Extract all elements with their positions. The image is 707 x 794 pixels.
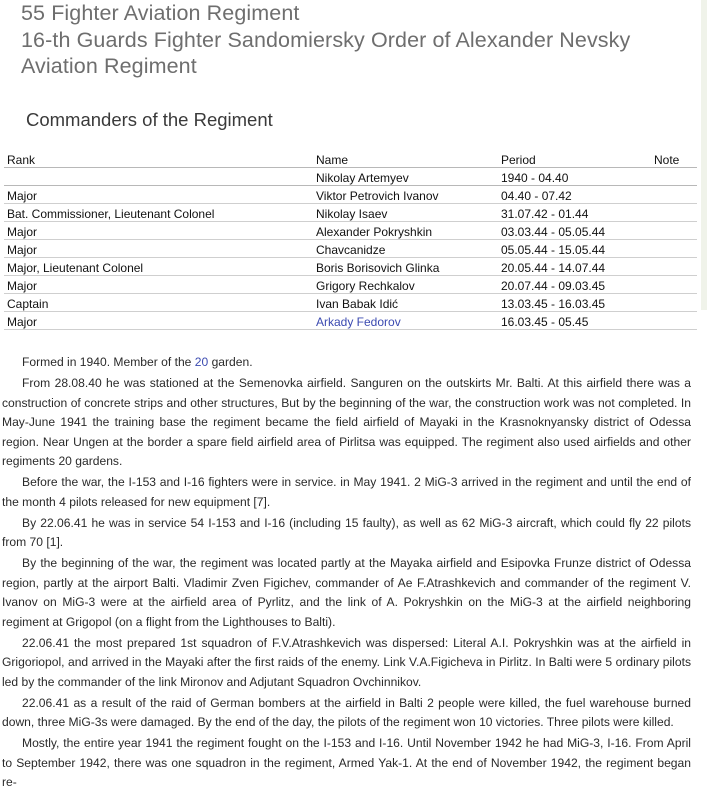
cell-rank: Captain <box>7 297 49 311</box>
regiment-history-text <box>2 353 691 794</box>
cell-period: 20.07.44 - 09.03.45 <box>501 279 606 293</box>
table-row <box>4 276 697 294</box>
table-row <box>4 204 697 222</box>
paragraph: By 22.06.41 he was in service 54 I-153 and I-16 (including 15 faulty), as well as 62 MiG-3 aircraft, which could fly 22 pilots from 70 [1]. <box>2 515 691 549</box>
title-line-2: 16-th Guards Fighter Sandomiersky Order of Alexander Nevsky <box>21 27 631 52</box>
cell-rank: Major <box>7 279 38 293</box>
cell-name: Nikolay Isaev <box>316 207 388 221</box>
table-row <box>4 258 697 276</box>
paragraph: By the beginning of the war, the regiment was located partly at the Mayaka airfield and Esipovka Frunze district of Odessa region, partly at the airport Balti. Vladimir Zven Figichev, commander of Ae F.Atrashkevich and commander of the regiment V. Ivanov on MiG-3 were at the airfield area of Pyrlitz, and the link of A. Pokryshkin on the MiG-3 at the airfield neighboring regiment at Grigopol (on a flight from the Lighthouses to Balti). <box>2 556 691 629</box>
table-row <box>4 240 697 258</box>
cell-rank: Bat. Commissioner, Lieutenant Colonel <box>7 207 215 221</box>
cell-note <box>651 276 697 294</box>
title-line-1: 55 Fighter Aviation Regiment <box>21 1 300 25</box>
cell-rank <box>4 168 313 186</box>
table-row <box>4 168 697 186</box>
paragraph: 22.06.41 the most prepared 1st squadron of F.V.Atrashkevich was dispersed: Literal A.I. Pokryshkin was at the airfield in Grigoriopol, and arrived in the Mayaki after the first raids of the enemy. Link V.A.Figicheva in Pirlitz. In Balti were 5 ordinary pilots led by the commander of the link Mironov and Adjutant Squadron Ovchinnikov. <box>2 635 691 689</box>
table-row <box>4 294 697 312</box>
cell-name: Nikolay Artemyev <box>316 171 409 185</box>
cell-rank: Major, Lieutenant Colonel <box>7 261 144 275</box>
commander-link-arkady-fedorov[interactable]: Arkady Fedorov <box>316 315 401 329</box>
paragraph-text: Formed in 1940. Member of the <box>22 355 195 369</box>
cell-rank: Major <box>7 243 38 257</box>
table-row <box>4 222 697 240</box>
cell-name: Boris Borisovich Glinka <box>316 261 440 275</box>
paragraph-text: garden. <box>208 355 253 369</box>
cell-note <box>651 222 697 240</box>
cell-period: 31.07.42 - 01.44 <box>501 207 589 221</box>
cell-note <box>651 258 697 276</box>
paragraph: 22.06.41 as a result of the raid of German bombers at the airfield in Balti 2 people were killed, the fuel warehouse burned down, three MiG-3s were damaged. By the end of the day, the pilots of the regiment won 10 victories. Three pilots were killed. <box>2 695 691 729</box>
table-row <box>4 186 697 204</box>
page-title <box>21 0 630 80</box>
cell-period: 13.03.45 - 16.03.45 <box>501 297 606 311</box>
cell-name: Grigory Rechkalov <box>316 279 415 293</box>
cell-rank: Major <box>7 225 38 239</box>
cell-name: Ivan Babak Idić <box>316 297 399 311</box>
table-row <box>4 312 697 330</box>
cell-period: 04.40 - 07.42 <box>501 189 572 203</box>
table-header-row <box>4 151 697 168</box>
cell-rank: Major <box>7 189 38 203</box>
cell-name: Alexander Pokryshkin <box>316 225 433 239</box>
cell-period: 05.05.44 - 15.05.44 <box>501 243 606 257</box>
cell-name: Viktor Petrovich Ivanov <box>316 189 439 203</box>
paragraph: Before the war, the I-153 and I-16 fighters were in service. in May 1941. 2 MiG-3 arrived in the regiment and until the end of the month 4 pilots released for new equipment [7]. <box>2 475 691 509</box>
commanders-table <box>4 151 697 330</box>
cell-note <box>651 186 697 204</box>
cell-period: 03.03.44 - 05.05.44 <box>501 225 606 239</box>
cell-period: 1940 - 04.40 <box>501 171 569 185</box>
cell-rank: Major <box>7 315 38 329</box>
header-name: Name <box>316 153 349 167</box>
cell-period: 20.05.44 - 14.07.44 <box>501 261 606 275</box>
section-title: Commanders of the Regiment <box>26 109 273 130</box>
header-note: Note <box>654 153 680 167</box>
cell-name <box>313 312 498 330</box>
cell-note <box>651 240 697 258</box>
paragraph: From 28.08.40 he was stationed at the Semenovka airfield. Sanguren on the outskirts Mr. Balti. At this airfield there was a construction of concrete strips and other structures, But by the beginning of the war, the construction work was not completed. In May-June 1941 the training base the regiment became the field airfield of Mayaki in the Krasnoknyansky district of Odessa region. Near Ungen at the border a spare field airfield area of Pirlitsa was equipped. The regiment also used airfields and other regiments 20 gardens. <box>2 376 691 468</box>
page-edge-strip <box>701 0 707 310</box>
cell-period: 16.03.45 - 05.45 <box>501 315 589 329</box>
paragraph <box>2 353 691 373</box>
title-line-3: Aviation Regiment <box>21 54 197 78</box>
division-link-20[interactable]: 20 <box>194 355 209 369</box>
cell-note <box>651 168 697 186</box>
cell-note <box>651 312 697 330</box>
cell-name: Chavcanidze <box>316 243 386 257</box>
header-period: Period <box>501 153 536 167</box>
cell-note <box>651 294 697 312</box>
cell-note <box>651 204 697 222</box>
header-rank: Rank <box>7 153 36 167</box>
paragraph: Mostly, the entire year 1941 the regiment fought on the I-153 and I-16. Until November 1942 he had MiG-3, I-16. From April to September 1942, there was one squadron in the regiment, Armed Yak-1. At the end of November 1942, the regiment began re- <box>2 736 691 789</box>
